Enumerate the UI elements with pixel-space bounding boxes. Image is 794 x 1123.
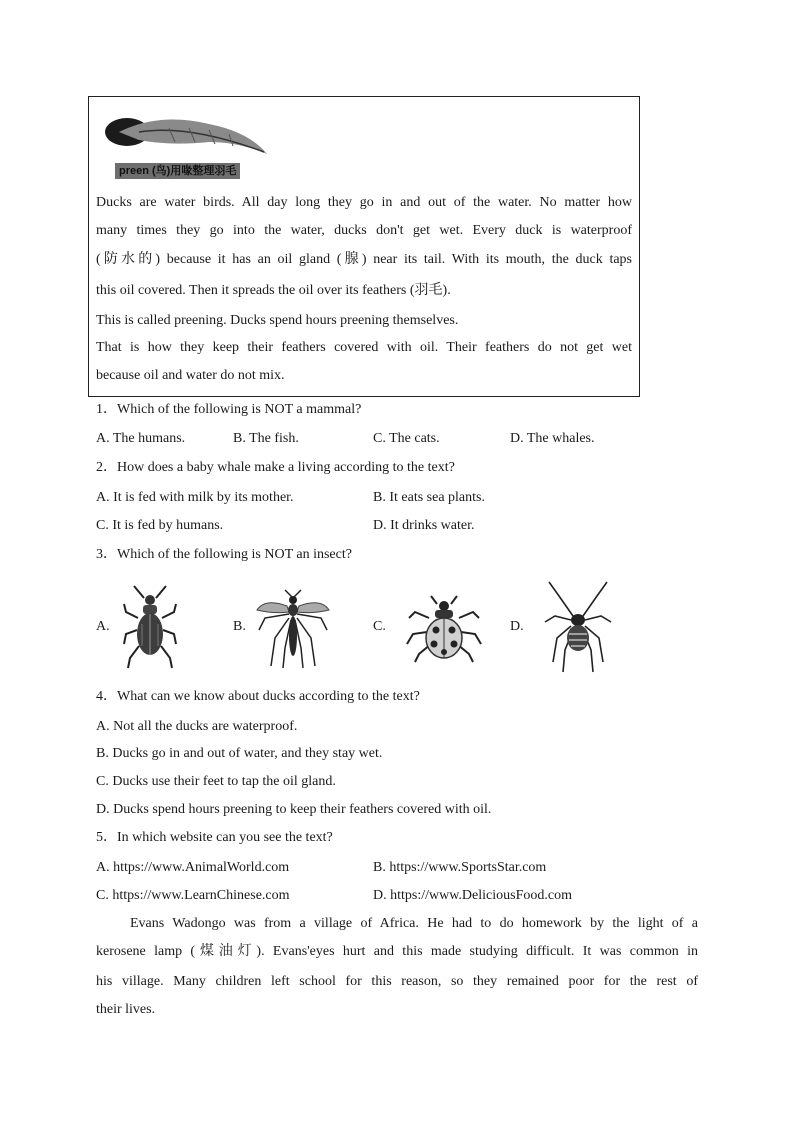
passage-line-2: many times they go into the water, ducks don't get wet. Every duck is waterproof [96,223,632,238]
q1-option-c[interactable]: C. The cats. [373,431,440,446]
beetle-image[interactable] [122,584,178,670]
q4-option-a[interactable]: A. Not all the ducks are waterproof. [96,719,298,734]
reading2-line-4: their lives. [96,1002,156,1017]
q2-option-c[interactable]: C. It is fed by humans. [96,518,224,533]
reading2-line-3: his village. Many children left school for this reason, so they remained poor for the rest of [96,974,698,989]
passage-line-6: That is how they keep their feathers covered with oil. Their feathers do not get wet [96,340,632,355]
passage-box [88,96,640,397]
question-2-stem: 2．How does a baby whale make a living according to the text? [96,460,455,475]
spider-image[interactable] [543,580,613,674]
passage-line-1: Ducks are water birds. All day long they go in and out of the water. No matter how [96,195,632,210]
q5-option-a[interactable]: A. https://www.AnimalWorld.com [96,860,290,875]
q2-option-d[interactable]: D. It drinks water. [373,518,475,533]
feather-caption: preen (鸟)用喙整理羽毛 [115,163,240,179]
q1-option-d[interactable]: D. The whales. [510,431,595,446]
q3-option-b[interactable]: B. [233,619,246,634]
reading2-line-2: kerosene lamp (煤油灯). Evans'eyes hurt and this made studying difficult. It was common in [96,944,698,959]
q3-option-c[interactable]: C. [373,619,386,634]
q1-option-a[interactable]: A. The humans. [96,431,186,446]
feather-image [99,102,269,162]
mosquito-image[interactable] [255,588,331,670]
q4-option-c[interactable]: C. Ducks use their feet to tap the oil gland. [96,774,336,789]
passage-line-5: This is called preening. Ducks spend hours preening themselves. [96,313,459,328]
question-5-stem: 5．In which website can you see the text? [96,830,333,845]
q3-option-a[interactable]: A. [96,619,110,634]
passage-line-7: because oil and water do not mix. [96,368,285,383]
question-1-stem: 1．Which of the following is NOT a mammal? [96,402,362,417]
q1-option-b[interactable]: B. The fish. [233,431,299,446]
q2-option-b[interactable]: B. It eats sea plants. [373,490,485,505]
ladybug-image[interactable] [405,594,483,664]
passage-line-3: (防水的) because it has an oil gland (腺) near its tail. With its mouth, the duck taps [96,252,632,267]
question-3-stem: 3．Which of the following is NOT an insect? [96,547,352,562]
q5-option-b[interactable]: B. https://www.SportsStar.com [373,860,547,875]
reading2-line-1: Evans Wadongo was from a village of Africa. He had to do homework by the light of a [130,916,698,931]
passage-line-4: this oil covered. Then it spreads the oil over its feathers (羽毛). [96,283,451,298]
q4-option-d[interactable]: D. Ducks spend hours preening to keep their feathers covered with oil. [96,802,492,817]
q5-option-c[interactable]: C. https://www.LearnChinese.com [96,888,290,903]
q3-option-d[interactable]: D. [510,619,524,634]
q5-option-d[interactable]: D. https://www.DeliciousFood.com [373,888,572,903]
q4-option-b[interactable]: B. Ducks go in and out of water, and they stay wet. [96,746,383,761]
question-4-stem: 4．What can we know about ducks according to the text? [96,689,420,704]
q2-option-a[interactable]: A. It is fed with milk by its mother. [96,490,294,505]
